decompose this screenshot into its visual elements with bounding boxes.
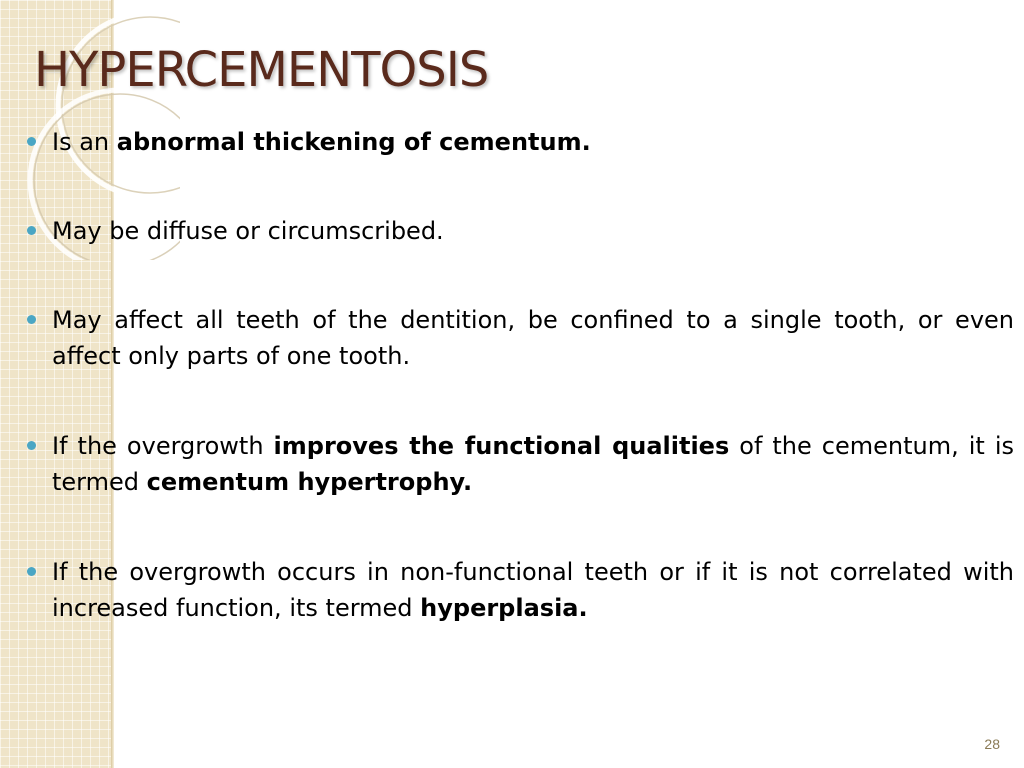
bullet-run: Is an <box>52 128 117 156</box>
bullet-dot-icon <box>26 440 38 452</box>
bullet-item <box>26 213 1014 249</box>
bullet-dot-icon <box>26 136 38 148</box>
bullet-run: If the overgrowth occurs in non-functional teeth or if it is not correlated with increased function, its termed <box>52 558 1014 622</box>
bullet-emphasis: abnormal thickening of cementum. <box>116 128 591 156</box>
bullet-list <box>26 124 1014 626</box>
page-number: 28 <box>984 736 1000 752</box>
bullet-emphasis: improves the functional qualities <box>273 432 730 460</box>
bullet-text <box>52 432 1014 496</box>
bullet-text <box>52 558 1014 622</box>
bullet-item <box>26 302 1014 374</box>
bullet-emphasis: cementum hypertrophy. <box>146 468 473 496</box>
bullet-text <box>52 217 444 245</box>
bullet-run: If the overgrowth <box>52 432 274 460</box>
bullet-dot-icon <box>26 566 38 578</box>
bullet-run: of the cementum, it is termed <box>52 432 1015 496</box>
bullet-dot-icon <box>26 225 38 237</box>
slide-title: HYPERCEMENTOSIS <box>34 42 489 98</box>
bullet-dot-icon <box>26 314 38 326</box>
bullet-run: May affect all teeth of the dentition, be confined to a single tooth, or even affect only parts of one tooth. <box>52 306 1014 370</box>
bullet-item <box>26 428 1014 500</box>
bullet-text <box>52 128 591 156</box>
bullet-item <box>26 124 1014 160</box>
bullet-item <box>26 554 1014 626</box>
bullet-text <box>52 306 1014 370</box>
bullet-emphasis: hyperplasia. <box>420 594 588 622</box>
bullet-run: May be diffuse or circumscribed. <box>52 217 444 245</box>
